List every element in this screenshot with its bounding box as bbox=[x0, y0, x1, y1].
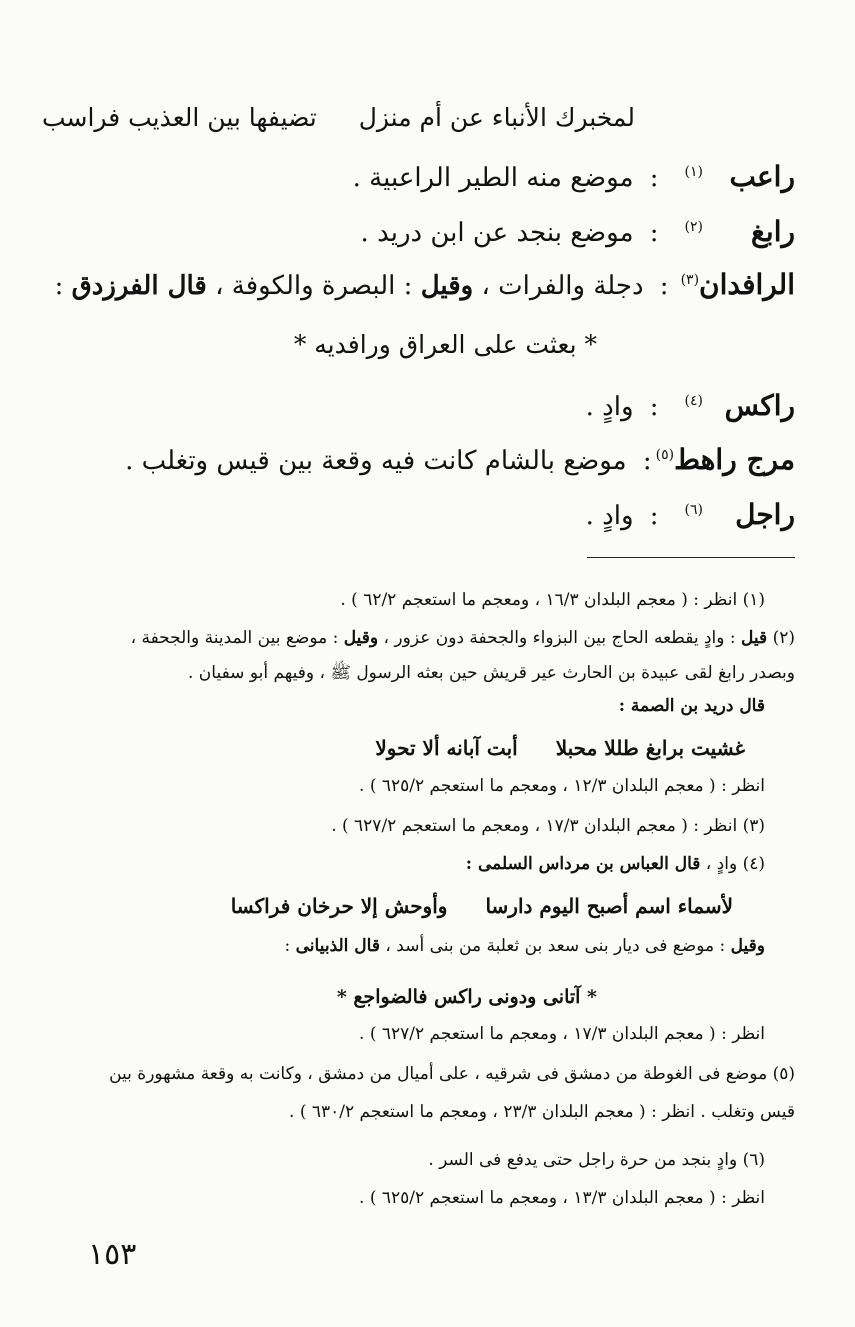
footnote-4-line-1: (٤) وادٍ ، قال العباس بن مرداس السلمى : bbox=[465, 854, 765, 874]
verse-hemistich-2: أبت آبانه ألا تحولا bbox=[375, 736, 518, 760]
footnote-2-line-1: (٢) قيل : وادٍ يقطعه الحاج بين البزواء والجحفة دون عزور ، وقيل : موضع بين المدينة والجحفة ، bbox=[130, 628, 795, 648]
footnote-2-reference: انظر : ( معجم البلدان ١٢/٣ ، ومعجم ما استعجم ٦٢٥/٢ ) . bbox=[359, 776, 765, 796]
entry-term: الرافدان bbox=[699, 268, 795, 301]
footnote-2-line-2: وبصدر رابغ لقى عبيدة بن الحارث عير قريش حين بعثه الرسول ﷺ ، وفيهم أبو سفيان . bbox=[187, 663, 795, 683]
entry-rakes: راكس$^{(٤)}$: وادٍ . bbox=[585, 389, 795, 422]
verse-hemistich-1: لأسماء اسم أصبح اليوم دارسا bbox=[485, 894, 733, 918]
entry-definition: وادٍ . bbox=[585, 392, 634, 422]
footnote-6-line-1: (٦) وادٍ بنجد من حرة راجل حتى يدفع فى السر . bbox=[428, 1150, 765, 1170]
entry-rabegh: رابغ$^{(٢)}$: موضع بنجد عن ابن دريد . bbox=[360, 215, 795, 248]
entry-term: راجل bbox=[735, 498, 795, 531]
entry-definition: وادٍ . bbox=[585, 501, 634, 531]
entry-definition: موضع بالشام كانت فيه وقعة بين قيس وتغلب . bbox=[125, 446, 627, 476]
verse-hemistich-2: وأوحش إلا حرخان فراكسا bbox=[230, 894, 448, 918]
entry-rafidan: الرافدان$^{(٣)}$: دجلة والفرات ، وقيل : البصرة والكوفة ، قال الفرزدق : bbox=[54, 268, 795, 301]
footnote-4-reference: انظر : ( معجم البلدان ١٧/٣ ، ومعجم ما استعجم ٦٢٧/٢ ) . bbox=[359, 1024, 765, 1044]
verse-hemistich-1: غشيت برابغ طللا محبلا bbox=[555, 736, 745, 760]
entry-term: رابغ bbox=[751, 215, 795, 248]
entry-raeb: راعب$^{(١)}$: موضع منه الطير الراعبية . bbox=[352, 160, 795, 193]
farazdaq-quote: * بعثت على العراق ورافديه * bbox=[293, 330, 597, 359]
entry-definition: موضع منه الطير الراعبية . bbox=[352, 163, 634, 193]
entry-rajel: راجل$^{(٦)}$: وادٍ . bbox=[585, 498, 795, 531]
entry-marj-rahet: مرج راهط$^{(٥)}$: موضع بالشام كانت فيه وقعة بين قيس وتغلب . bbox=[125, 443, 795, 476]
opening-verse bbox=[42, 103, 635, 132]
verse-hemistich-1: لمخبرك الأنباء عن أم منزل bbox=[358, 103, 635, 132]
entry-term: مرج راهط bbox=[674, 443, 795, 476]
footnote-4-verse bbox=[231, 894, 733, 918]
footnote-2-verse bbox=[375, 736, 745, 760]
footnote-separator bbox=[587, 557, 795, 558]
entry-term: راعب bbox=[729, 160, 795, 193]
verse-hemistich-2: تضيفها بين العذيب فراسب bbox=[41, 103, 317, 132]
footnote-ref: (٥) bbox=[655, 447, 675, 464]
footnote-ref: (٦) bbox=[684, 502, 703, 519]
footnote-4-quote: * آتانى ودونى راكس فالضواجع * bbox=[336, 986, 597, 1008]
footnote-4-line-2: وقيل : موضع فى ديار بنى سعد بن ثعلبة من بنى أسد ، قال الذبيانى : bbox=[284, 936, 765, 956]
footnote-5-line-2: قيس وتغلب . انظر : ( معجم البلدان ٢٣/٣ ، ومعجم ما استعجم ٦٣٠/٢ ) . bbox=[289, 1102, 795, 1122]
footnote-ref: (٤) bbox=[684, 393, 703, 410]
footnote-ref: (٣) bbox=[680, 272, 700, 289]
entry-definition: دجلة والفرات ، وقيل : البصرة والكوفة ، قال الفرزدق : bbox=[54, 271, 644, 301]
footnote-2-attribution: قال دريد بن الصمة : bbox=[618, 696, 765, 716]
footnote-3: (٣) انظر : ( معجم البلدان ١٧/٣ ، ومعجم ما استعجم ٦٢٧/٢ ) . bbox=[331, 816, 765, 836]
entry-definition: موضع بنجد عن ابن دريد . bbox=[360, 218, 634, 248]
footnote-1: (١) انظر : ( معجم البلدان ١٦/٣ ، ومعجم ما استعجم ٦٢/٢ ) . bbox=[340, 590, 765, 610]
entry-term: راكس bbox=[724, 389, 795, 422]
footnote-ref: (١) bbox=[684, 164, 703, 181]
footnote-6-line-2: انظر : ( معجم البلدان ١٣/٣ ، ومعجم ما استعجم ٦٢٥/٢ ) . bbox=[359, 1188, 765, 1208]
page-number: ١٥٣ bbox=[88, 1237, 137, 1272]
footnote-ref: (٢) bbox=[684, 219, 703, 236]
footnote-5-line-1: (٥) موضع فى الغوطة من دمشق فى شرقيه ، على أميال من دمشق ، وكانت به وقعة مشهورة بين bbox=[109, 1064, 795, 1084]
